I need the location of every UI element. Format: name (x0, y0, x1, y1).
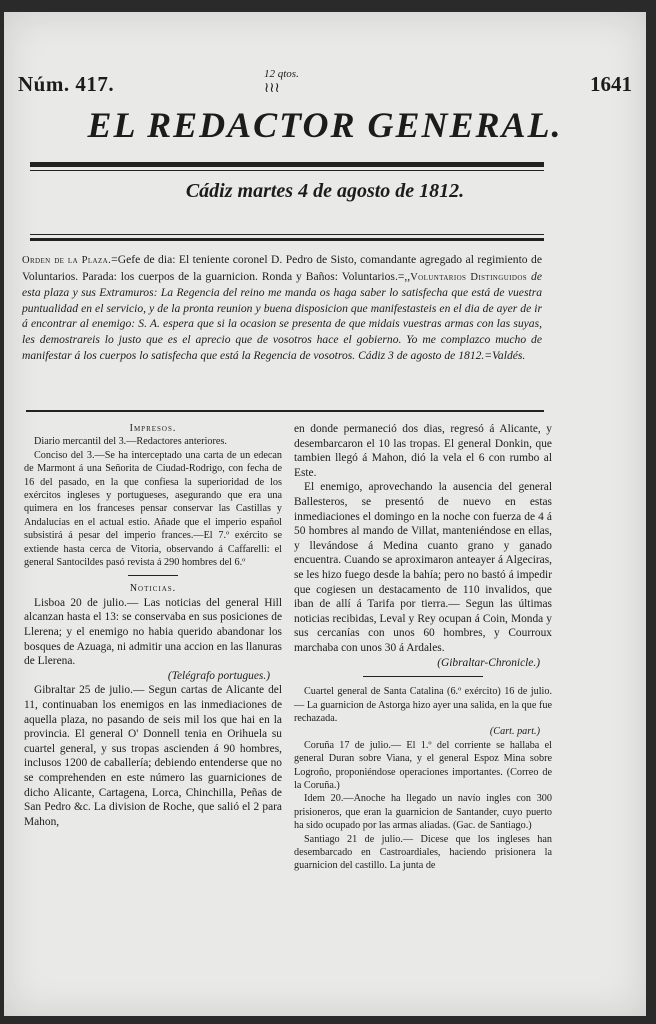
enemy-paragraph: El enemigo, aprovechando la ausencia del general Ballesteros, se presentó de nuevo en estas inmediaciones el domingo en la noche con fuerza de 4 á 50 hombres al mando de Villat, manteniéndose en ellas, y llevándose á Medina cuanto grano y ganado encuentra. Cuando se aproximaron anteayer á Algeciras, se les hizo fuego desde la bahía; pero no bastó á impedir que cogiesen un destacamento de 110 invalidos, que iban de allí á Tarifa por tierra.— Segun las últimas noticias recibidas, Leval y Rey ocupan á Coin, Monda y sus cercanías con unos 60 hombres, y Courroux marchaba con unos 30 á Ardales. (294, 481, 552, 654)
coruna-paragraph: Coruña 17 de julio.— El 1.º del corriente se hallaba el general Duran sobre Viana, y el general Espoz Mina sobre Logroño, proponiéndose operaciones importantes. (Correo de la Coruña.) (294, 739, 552, 791)
short-divider (363, 676, 483, 677)
issue-number: Núm. 417. (18, 72, 115, 96)
orden-label-2: Voluntarios Distinguidos (410, 271, 528, 283)
santa-catalina-source: (Cart. part.) (489, 726, 540, 738)
orden-text-2: de esta plaza y sus Extramuros: La Regencia del reino me manda os haga saber lo satisfecha que está de vuestra puntualidad en el servicio, y de la pronta reunion y buena disposicion que manifestasteis en el dia de ayer de ir á encontrar al enemigo: S. A. espera que si la ocasion se presenta de que midais vuestras armas con las suyas, les demostrareis lo justo que es el aprecio que de vosotros hace el gobierno. Yo me complazco mucho de manifestar á los cuerpos lo satisfecha que está la Regencia de vosotros. Cádiz 3 de agosto de 1812.=Valdés. (22, 269, 542, 362)
page-number: 1641 (590, 72, 632, 96)
santa-catalina-paragraph: Cuartel general de Santa Catalina (6.º exército) 16 de julio.— La guarnicion de Astorga hizo ayer una salida, en la que fue rechazada. (294, 686, 552, 724)
dateline: Cádiz martes 4 de agosto de 1812. (185, 180, 465, 202)
masthead-row (18, 68, 632, 102)
left-column (24, 422, 282, 829)
lisboa-paragraph: Lisboa 20 de julio.— Las noticias del general Hill alcanzan hasta el 13: se conservaba en sus posiciones de Llerena; y el enemigo no habia querido abandonar los bosques de Azuaga, ni admitir una accion en las llanuras de Llerena. (24, 596, 282, 668)
idem-paragraph: Idem 20.—Anoche ha llegado un navío ingles con 300 prisioneros, que eran la guarnicion de Santander, cuyo puerto ha sido ocupado por las armas aliadas. (Gac. de Santiago.) (294, 793, 552, 832)
continuation-paragraph: en donde permaneció dos dias, regresó á Alicante, y desembarcaron el 10 las tropas. El general Donkin, que tambien llegó á Mahon, dió la vela el 6 con rumbo al Este. (294, 423, 552, 479)
newspaper-page (4, 12, 646, 1016)
section-divider (26, 410, 544, 412)
date-rule-thick (30, 238, 544, 241)
title-rule-thin (30, 170, 544, 171)
orden-de-la-plaza (22, 252, 542, 363)
price-label: 12 qtos. (264, 68, 299, 80)
title-rule-thick (30, 162, 544, 167)
date-rule-thin (30, 234, 544, 235)
gibraltar-paragraph: Gibraltar 25 de julio.— Segun cartas de Alicante del 11, continuaban los enemigos en las inmediaciones de aquella plaza, no pasando de seis mil los que hai en la provincia. El general O' Donnell tenia en Orihuela su cuartel general, y sus tropas ascienden á 90 hombres, inclusos 1200 de caballería; debiendo entenderse que no se comprehenden en este número las guarniciones de dicho Alicante, Cartagena, Lorca, Chinchilla, Peñas de San Pedro &c. La division de Roche, que salió el 2 para Mahon, (24, 684, 282, 828)
right-column (294, 422, 552, 873)
impresos-paragraph: Diario mercantil del 3.—Redactores anteriores. (34, 436, 227, 448)
impresos-heading: Impresos. (129, 423, 177, 434)
gibraltar-chronicle-source: (Gibraltar-Chronicle.) (437, 656, 540, 669)
short-divider (128, 575, 178, 576)
orden-label: Orden de la Plaza. (22, 255, 112, 266)
orden-text-1: =Gefe de dia: El teniente coronel D. Pedro de Sisto, comandante agregado al regimiento de Voluntarios. Parada: los cuerpos de la guarnicion. Ronda y Baños: Voluntarios.=,, (22, 253, 542, 283)
santiago-paragraph: Santiago 21 de julio.— Dicese que los ingleses han desembarcado en Castroardiales, haciendo prisionera la guarnicion del castillo. La junta de (294, 833, 552, 872)
noticias-heading: Noticias. (129, 583, 177, 595)
newspaper-title: EL REDACTOR GENERAL. (87, 105, 563, 145)
lisboa-source: (Telégrafo portugues.) (167, 669, 270, 682)
impresos-paragraph: Conciso del 3.—Se ha interceptado una carta de un edecan de Marmont á una Señorita de Ciudad-Rodrigo, con fecha de 16 del pasado, en la que confiesa la superioridad de los exércitos ingleses y portugueses, asegurando que era una quimera en los franceses pensar conservar las Castillas y Andalucías en el actual estio. Añade que el imperio español subsistirá á pesar del imperio frances.—El 7.º exército se extiende hasta cerca de Vitoria, observando á Caffarelli: el general Santocildes pasó revista á 290 hombres del 6.º (24, 449, 282, 569)
flourish-ornament-icon: ≀≀≀ (264, 81, 280, 96)
